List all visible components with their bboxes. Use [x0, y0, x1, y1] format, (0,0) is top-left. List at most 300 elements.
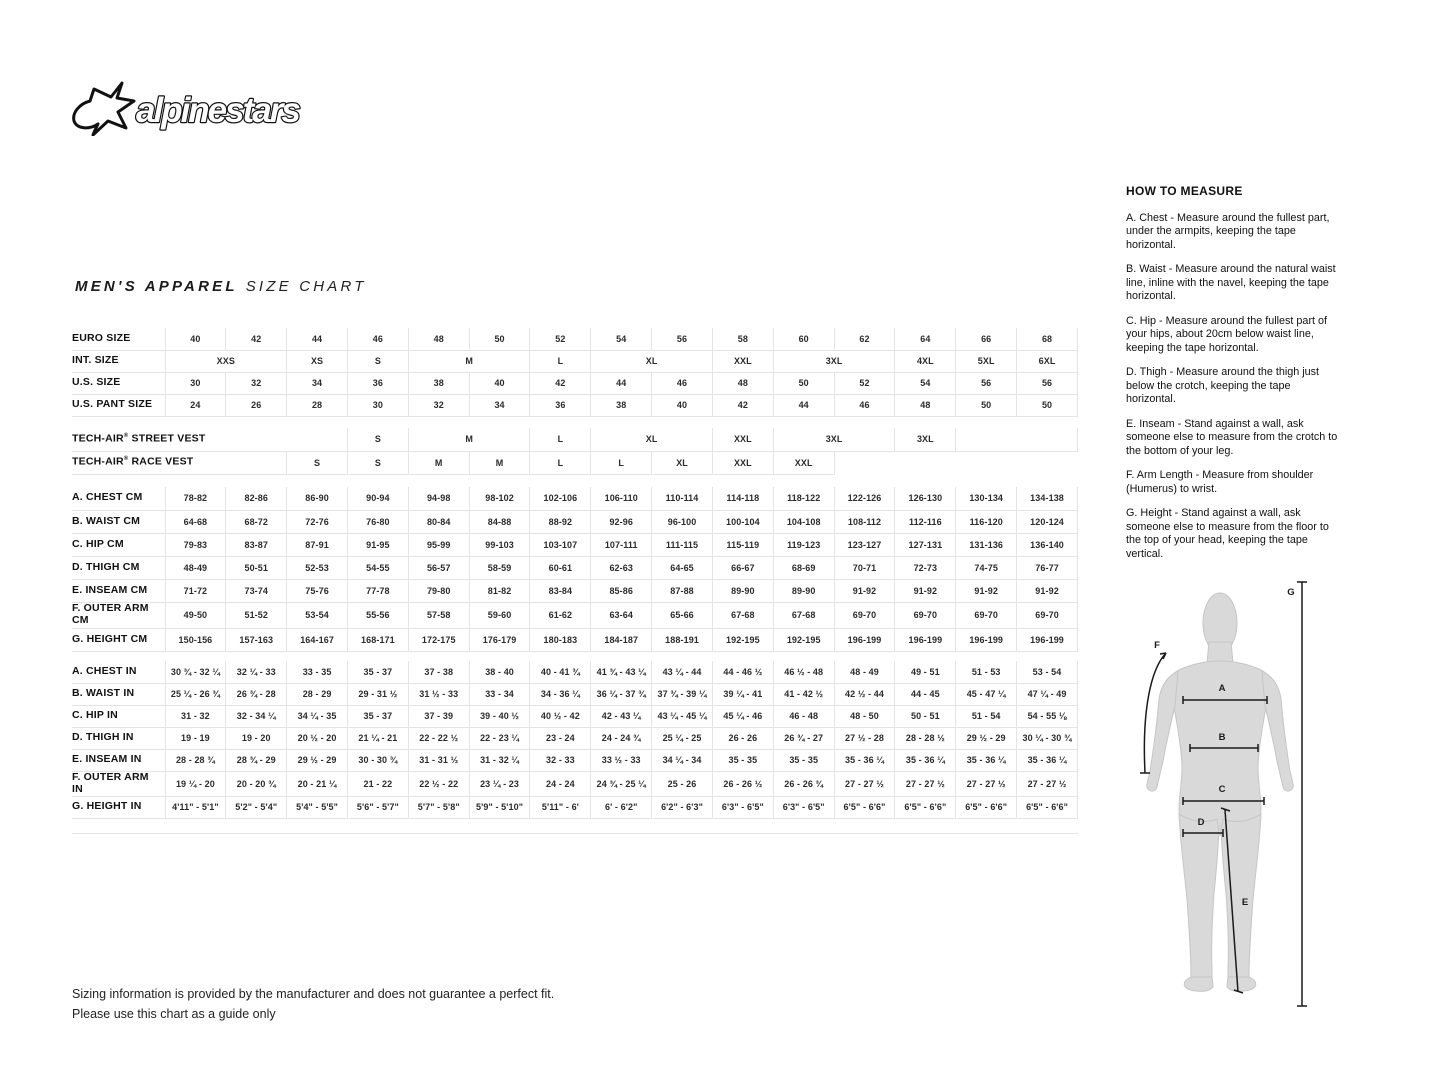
- page-title-sub: SIZE CHART: [245, 278, 367, 295]
- size-cell: 22 - 23 ¼: [469, 727, 530, 749]
- size-cell: 48: [895, 394, 956, 416]
- size-cell: 4XL: [895, 350, 956, 372]
- size-table-body: [72, 328, 1078, 833]
- size-cell: 57-58: [408, 602, 469, 628]
- size-cell: 131-136: [956, 533, 1017, 556]
- size-cell: XXL: [712, 350, 773, 372]
- size-cell: 79-80: [408, 579, 469, 602]
- alpinestars-logo: [70, 80, 322, 136]
- size-cell: 69-70: [956, 602, 1017, 628]
- page-title-main: MEN'S APPAREL: [75, 278, 238, 295]
- size-cell: 127-131: [895, 533, 956, 556]
- label-chest: A: [1218, 683, 1226, 694]
- size-cell: S: [347, 451, 408, 474]
- size-cell: 25 ¼ - 25: [652, 727, 713, 749]
- size-cell: 164-167: [287, 628, 348, 651]
- size-cell: 46 - 48: [773, 705, 834, 727]
- size-cell: 33 - 35: [287, 661, 348, 683]
- size-cell: 42: [712, 394, 773, 416]
- size-cell: 48 - 49: [834, 661, 895, 683]
- size-cell: 59-60: [469, 602, 530, 628]
- size-cell: 46 ½ - 48: [773, 661, 834, 683]
- table-row: [72, 510, 1078, 533]
- size-cell: M: [408, 428, 530, 451]
- size-cell: 29 ½ - 29: [287, 749, 348, 771]
- size-cell: 31 ½ - 33: [408, 683, 469, 705]
- label-arm: F: [1154, 640, 1160, 651]
- size-cell: 25 - 26: [652, 771, 713, 796]
- disclaimer: [72, 984, 554, 1024]
- size-cell: 48 - 50: [834, 705, 895, 727]
- size-cell: L: [530, 350, 591, 372]
- size-cell: 103-107: [530, 533, 591, 556]
- size-cell: 44 - 46 ½: [712, 661, 773, 683]
- size-cell: 19 - 20: [226, 727, 287, 749]
- size-cell: 69-70: [834, 602, 895, 628]
- size-cell: 6'3" - 6'5": [712, 796, 773, 818]
- size-cell: 40: [652, 394, 713, 416]
- size-cell: 19 - 19: [165, 727, 226, 749]
- size-cell: 114-118: [712, 487, 773, 510]
- size-cell: 25 ¼ - 26 ¾: [165, 683, 226, 705]
- size-cell: 27 - 27 ½: [1017, 771, 1078, 796]
- disclaimer-line-1: Sizing information is provided by the manufacturer and does not guarantee a perfect fit.: [72, 987, 555, 1001]
- size-cell: 20 - 20 ¾: [226, 771, 287, 796]
- size-cell: 37 - 38: [408, 661, 469, 683]
- table-row: [72, 350, 1078, 372]
- size-cell: 86-90: [287, 487, 348, 510]
- table-row: [72, 328, 1078, 350]
- size-cell: 68-69: [773, 556, 834, 579]
- row-label: TECH-AIR® RACE VEST: [72, 451, 287, 474]
- size-cell: XL: [591, 350, 713, 372]
- size-cell: 83-87: [226, 533, 287, 556]
- size-cell: 38 - 40: [469, 661, 530, 683]
- size-cell: XXS: [165, 350, 287, 372]
- table-spacer: [72, 651, 1078, 661]
- size-cell: 65-66: [652, 602, 713, 628]
- measure-instruction: D. Thigh - Measure around the thigh just below the crotch, keeping the tape horizontal.: [1126, 366, 1320, 406]
- size-cell: 30 ¼ - 30 ¾: [1017, 727, 1078, 749]
- size-cell: 4'11" - 5'1": [165, 796, 226, 818]
- size-cell: 6'5" - 6'6": [834, 796, 895, 818]
- size-cell: 42: [530, 372, 591, 394]
- size-cell: 6'5" - 6'6": [1017, 796, 1078, 818]
- size-cell: 40 - 41 ¾: [530, 661, 591, 683]
- size-cell: 196-199: [956, 628, 1017, 651]
- size-cell: 89-90: [712, 579, 773, 602]
- row-label: C. HIP CM: [72, 533, 165, 556]
- size-cell: 172-175: [408, 628, 469, 651]
- size-cell: 35 - 35: [773, 749, 834, 771]
- size-cell: 80-84: [408, 510, 469, 533]
- size-cell: 81-82: [469, 579, 530, 602]
- size-cell: 49 - 51: [895, 661, 956, 683]
- size-cell: 64: [895, 328, 956, 350]
- size-cell: 27 - 27 ½: [834, 771, 895, 796]
- size-cell: 75-76: [287, 579, 348, 602]
- size-cell: 27 - 27 ½: [956, 771, 1017, 796]
- row-label: TECH-AIR® STREET VEST: [72, 428, 347, 451]
- size-cell: 33 - 34: [469, 683, 530, 705]
- size-cell: XXL: [712, 451, 773, 474]
- size-cell: 95-99: [408, 533, 469, 556]
- size-cell: 68: [1017, 328, 1078, 350]
- size-cell: 94-98: [408, 487, 469, 510]
- size-cell: 28 - 29: [287, 683, 348, 705]
- row-label: U.S. PANT SIZE: [72, 394, 165, 416]
- size-cell: 40: [165, 328, 226, 350]
- measure-instruction: E. Inseam - Stand against a wall, ask someone else to measure from the crotch to the bottom of your leg.: [1126, 417, 1338, 457]
- table-row: [72, 771, 1078, 796]
- size-cell: 6'2" - 6'3": [652, 796, 713, 818]
- size-cell: 45 - 47 ¼: [956, 683, 1017, 705]
- alpinestars-star-icon: [74, 83, 134, 135]
- size-cell: 82-86: [226, 487, 287, 510]
- body-measurement-diagram: [1130, 578, 1310, 1018]
- size-cell: 46: [652, 372, 713, 394]
- size-cell: 55-56: [347, 602, 408, 628]
- size-cell: 51-52: [226, 602, 287, 628]
- size-cell: 26 - 26 ¾: [773, 771, 834, 796]
- size-cell: 28: [287, 394, 348, 416]
- label-waist: B: [1218, 732, 1226, 743]
- table-spacer: [72, 474, 1078, 487]
- size-cell: 126-130: [895, 487, 956, 510]
- size-cell: L: [591, 451, 652, 474]
- size-cell: 192-195: [773, 628, 834, 651]
- size-cell: L: [530, 428, 591, 451]
- size-cell: 51 - 53: [956, 661, 1017, 683]
- size-cell: 23 ¼ - 23: [469, 771, 530, 796]
- size-cell: 6'5" - 6'6": [956, 796, 1017, 818]
- size-cell: 48: [408, 328, 469, 350]
- how-to-measure-heading: HOW TO MEASURE: [1126, 184, 1243, 198]
- size-cell: 50-51: [226, 556, 287, 579]
- size-cell: 3XL: [773, 350, 895, 372]
- size-cell: S: [347, 350, 408, 372]
- measure-instruction: C. Hip - Measure around the fullest part of your hips, about 20cm below waist line, keeping the tape horizontal.: [1126, 314, 1328, 354]
- size-cell: XXL: [712, 428, 773, 451]
- size-cell: 32 ¼ - 33: [226, 661, 287, 683]
- size-cell: 120-124: [1017, 510, 1078, 533]
- size-cell: 110-114: [652, 487, 713, 510]
- size-cell: 46: [347, 328, 408, 350]
- row-label: A. CHEST CM: [72, 487, 165, 510]
- size-cell: 108-112: [834, 510, 895, 533]
- size-cell: 31 - 32: [165, 705, 226, 727]
- row-label: D. THIGH IN: [72, 727, 165, 749]
- size-cell: 50: [1017, 394, 1078, 416]
- size-cell: 39 ¼ - 41: [712, 683, 773, 705]
- row-label: E. INSEAM CM: [72, 579, 165, 602]
- row-label: B. WAIST IN: [72, 683, 165, 705]
- size-cell: 85-86: [591, 579, 652, 602]
- row-label: INT. SIZE: [72, 350, 165, 372]
- size-cell: 72-76: [287, 510, 348, 533]
- size-cell: 98-102: [469, 487, 530, 510]
- size-cell: 130-134: [956, 487, 1017, 510]
- size-cell: 84-88: [469, 510, 530, 533]
- size-cell: 70-71: [834, 556, 895, 579]
- table-row: [72, 451, 1078, 474]
- size-cell: 39 - 40 ½: [469, 705, 530, 727]
- size-cell: 62-63: [591, 556, 652, 579]
- size-cell: 40: [469, 372, 530, 394]
- table-row: [72, 533, 1078, 556]
- row-label: U.S. SIZE: [72, 372, 165, 394]
- size-cell: 40 ½ - 42: [530, 705, 591, 727]
- size-cell: 29 ½ - 29: [956, 727, 1017, 749]
- size-cell: 61-62: [530, 602, 591, 628]
- size-cell: 44: [773, 394, 834, 416]
- size-cell: 50: [956, 394, 1017, 416]
- size-cell: 48-49: [165, 556, 226, 579]
- size-cell: 63-64: [591, 602, 652, 628]
- size-cell: 35 - 35: [712, 749, 773, 771]
- size-cell: 24 - 24 ¾: [591, 727, 652, 749]
- size-cell: 32 - 33: [530, 749, 591, 771]
- size-cell: 115-119: [712, 533, 773, 556]
- size-cell: 44: [591, 372, 652, 394]
- disclaimer-line-2: Please use this chart as a guide only: [72, 1007, 276, 1021]
- table-row: [72, 579, 1078, 602]
- row-label: G. HEIGHT CM: [72, 628, 165, 651]
- size-cell: 6' - 6'2": [591, 796, 652, 818]
- size-cell: 192-195: [712, 628, 773, 651]
- size-cell: M: [408, 451, 469, 474]
- size-cell: 67-68: [712, 602, 773, 628]
- size-cell: 28 - 28 ¾: [165, 749, 226, 771]
- size-cell: 49-50: [165, 602, 226, 628]
- size-cell: 99-103: [469, 533, 530, 556]
- size-cell: 196-199: [895, 628, 956, 651]
- size-cell: 52: [530, 328, 591, 350]
- size-cell: 62: [834, 328, 895, 350]
- size-cell: 43 ¼ - 44: [652, 661, 713, 683]
- size-cell: 56: [956, 372, 1017, 394]
- size-cell: 67-68: [773, 602, 834, 628]
- size-cell: 34 ¼ - 35: [287, 705, 348, 727]
- size-cell: 32: [226, 372, 287, 394]
- size-cell: XL: [591, 428, 713, 451]
- row-label: E. INSEAM IN: [72, 749, 165, 771]
- size-table: [72, 328, 1078, 834]
- size-cell: 53 - 54: [1017, 661, 1078, 683]
- size-cell: 3XL: [895, 428, 956, 451]
- row-label: F. OUTER ARM CM: [72, 602, 165, 628]
- size-cell: 52-53: [287, 556, 348, 579]
- size-cell: 87-88: [652, 579, 713, 602]
- how-to-measure-panel: [1126, 184, 1338, 572]
- measure-instruction: A. Chest - Measure around the fullest part, under the armpits, keeping the tape horizontal.: [1126, 212, 1330, 251]
- table-row: [72, 428, 1078, 451]
- size-cell: 50: [773, 372, 834, 394]
- size-cell: 20 ½ - 20: [287, 727, 348, 749]
- size-cell: 42 ½ - 44: [834, 683, 895, 705]
- size-cell: 188-191: [652, 628, 713, 651]
- size-cell: 22 ½ - 22: [408, 771, 469, 796]
- size-cell: 56: [1017, 372, 1078, 394]
- size-cell: 36: [347, 372, 408, 394]
- size-cell: 5'4" - 5'5": [287, 796, 348, 818]
- size-cell: 26 - 26 ½: [712, 771, 773, 796]
- size-cell: 54: [591, 328, 652, 350]
- logo-wordmark: alpinestars: [136, 91, 299, 130]
- size-cell: L: [530, 451, 591, 474]
- size-cell: 100-104: [712, 510, 773, 533]
- size-cell: 21 ¼ - 21: [347, 727, 408, 749]
- size-cell: 5'9" - 5'10": [469, 796, 530, 818]
- size-cell: 96-100: [652, 510, 713, 533]
- size-cell: 44: [287, 328, 348, 350]
- size-cell: 28 - 28 ½: [895, 727, 956, 749]
- size-cell: 31 - 32 ¼: [469, 749, 530, 771]
- size-cell: 72-73: [895, 556, 956, 579]
- size-cell: 5'11" - 6': [530, 796, 591, 818]
- size-cell: XS: [287, 350, 348, 372]
- size-cell: 30 ¾ - 32 ¼: [165, 661, 226, 683]
- size-cell: 24 - 24: [530, 771, 591, 796]
- size-cell: 54 - 55 ⅛: [1017, 705, 1078, 727]
- label-height: G: [1287, 587, 1295, 598]
- size-cell: 66: [956, 328, 1017, 350]
- size-cell: 89-90: [773, 579, 834, 602]
- size-cell: [834, 451, 1077, 474]
- size-cell: 116-120: [956, 510, 1017, 533]
- size-cell: 54-55: [347, 556, 408, 579]
- table-row: [72, 661, 1078, 683]
- size-cell: S: [347, 428, 408, 451]
- size-cell: 38: [408, 372, 469, 394]
- size-cell: [956, 428, 1078, 451]
- size-cell: M: [469, 451, 530, 474]
- size-cell: 52: [834, 372, 895, 394]
- size-cell: 91-92: [895, 579, 956, 602]
- table-row: [72, 602, 1078, 628]
- size-cell: 180-183: [530, 628, 591, 651]
- size-cell: 46: [834, 394, 895, 416]
- size-cell: 30: [165, 372, 226, 394]
- size-cell: 56-57: [408, 556, 469, 579]
- size-cell: 92-96: [591, 510, 652, 533]
- size-cell: 35 - 36 ¼: [895, 749, 956, 771]
- size-cell: 44 - 45: [895, 683, 956, 705]
- size-cell: 35 - 36 ¼: [956, 749, 1017, 771]
- size-cell: M: [408, 350, 530, 372]
- size-cell: 104-108: [773, 510, 834, 533]
- table-row: [72, 394, 1078, 416]
- size-cell: 20 - 21 ¼: [287, 771, 348, 796]
- size-cell: 34 ¼ - 34: [652, 749, 713, 771]
- measure-instruction: B. Waist - Measure around the natural waist line, inline with the navel, keeping the tape horizontal.: [1126, 263, 1336, 303]
- size-cell: 58: [712, 328, 773, 350]
- size-cell: 37 ¾ - 39 ¼: [652, 683, 713, 705]
- size-cell: 30 - 30 ¾: [347, 749, 408, 771]
- size-cell: 35 - 37: [347, 705, 408, 727]
- size-cell: 157-163: [226, 628, 287, 651]
- size-cell: 28 ¾ - 29: [226, 749, 287, 771]
- row-label: C. HIP IN: [72, 705, 165, 727]
- label-hip: C: [1218, 784, 1226, 795]
- row-label: A. CHEST IN: [72, 661, 165, 683]
- size-cell: 168-171: [347, 628, 408, 651]
- size-cell: 24 ¾ - 25 ¼: [591, 771, 652, 796]
- size-cell: 88-92: [530, 510, 591, 533]
- size-cell: 60-61: [530, 556, 591, 579]
- size-cell: 77-78: [347, 579, 408, 602]
- size-cell: 69-70: [1017, 602, 1078, 628]
- row-label: EURO SIZE: [72, 328, 165, 350]
- size-cell: 38: [591, 394, 652, 416]
- size-cell: 91-92: [834, 579, 895, 602]
- size-cell: 5'6" - 5'7": [347, 796, 408, 818]
- size-cell: 33 ½ - 33: [591, 749, 652, 771]
- size-cell: 45 ¼ - 46: [712, 705, 773, 727]
- size-cell: 35 - 36 ¼: [1017, 749, 1078, 771]
- size-cell: 6'5" - 6'6": [895, 796, 956, 818]
- size-cell: 107-111: [591, 533, 652, 556]
- size-cell: 196-199: [834, 628, 895, 651]
- size-cell: XL: [652, 451, 713, 474]
- size-cell: 27 - 27 ½: [895, 771, 956, 796]
- measure-instruction: G. Height - Stand against a wall, ask someone else to measure from the floor to the top of your head, keeping the tape vertical.: [1126, 507, 1329, 560]
- size-cell: 123-127: [834, 533, 895, 556]
- table-bottom-rule: [72, 818, 1078, 833]
- size-cell: 50: [469, 328, 530, 350]
- size-cell: 56: [652, 328, 713, 350]
- size-cell: 54: [895, 372, 956, 394]
- size-cell: 31 - 31 ½: [408, 749, 469, 771]
- size-cell: 29 - 31 ½: [347, 683, 408, 705]
- size-cell: 119-123: [773, 533, 834, 556]
- size-cell: 76-80: [347, 510, 408, 533]
- page-title: [75, 278, 367, 295]
- size-cell: 60: [773, 328, 834, 350]
- size-cell: 64-68: [165, 510, 226, 533]
- size-cell: 23 - 24: [530, 727, 591, 749]
- size-cell: 3XL: [773, 428, 895, 451]
- table-row: [72, 749, 1078, 771]
- size-cell: 26 - 26: [712, 727, 773, 749]
- size-cell: 74-75: [956, 556, 1017, 579]
- size-cell: 32: [408, 394, 469, 416]
- row-label: G. HEIGHT IN: [72, 796, 165, 818]
- size-cell: 34 - 36 ¼: [530, 683, 591, 705]
- size-cell: 53-54: [287, 602, 348, 628]
- size-cell: 35 - 36 ¼: [834, 749, 895, 771]
- table-row: [72, 683, 1078, 705]
- size-cell: 184-187: [591, 628, 652, 651]
- row-label: F. OUTER ARM IN: [72, 771, 165, 796]
- size-cell: 42: [226, 328, 287, 350]
- size-cell: 34: [287, 372, 348, 394]
- size-cell: 87-91: [287, 533, 348, 556]
- size-cell: 36: [530, 394, 591, 416]
- table-row: [72, 727, 1078, 749]
- size-cell: 32 - 34 ¼: [226, 705, 287, 727]
- size-cell: 35 - 37: [347, 661, 408, 683]
- size-cell: 71-72: [165, 579, 226, 602]
- size-cell: 21 - 22: [347, 771, 408, 796]
- row-label: D. THIGH CM: [72, 556, 165, 579]
- size-cell: 111-115: [652, 533, 713, 556]
- size-cell: 176-179: [469, 628, 530, 651]
- table-row: [72, 372, 1078, 394]
- size-cell: 150-156: [165, 628, 226, 651]
- size-cell: 42 - 43 ¼: [591, 705, 652, 727]
- how-to-measure-items: [1126, 212, 1338, 561]
